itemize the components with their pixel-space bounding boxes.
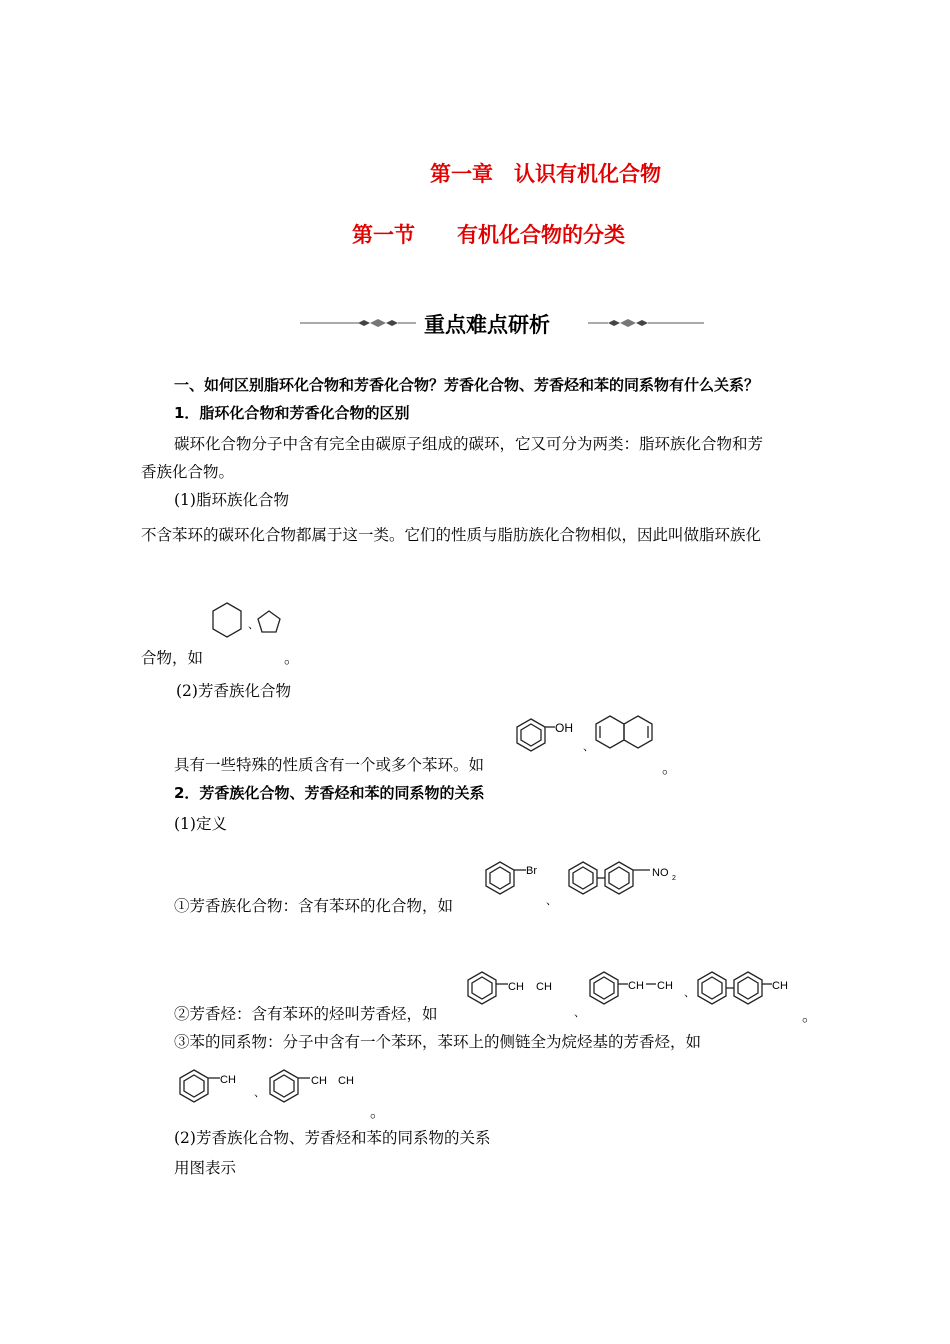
svg-text:CH: CH bbox=[536, 981, 552, 993]
definition-2-end: 。 bbox=[802, 1007, 818, 1025]
cyclohexane-ring bbox=[213, 603, 241, 637]
definition-1: ①芳香族化合物：含有苯环的化合物，如 bbox=[174, 897, 454, 915]
ch3-label: CH bbox=[772, 980, 788, 992]
definition-2: ②芳香烃：含有苯环的烃叫芳香烃，如 bbox=[174, 1005, 438, 1023]
ch2ch3-label: CH bbox=[508, 981, 524, 993]
subheading-1: 1．脂环化合物和芳香化合物的区别 bbox=[174, 404, 410, 422]
no2-label: NO bbox=[652, 867, 669, 879]
alicyclic-heading: (1)脂环族化合物 bbox=[174, 491, 289, 509]
relation-note: 用图表示 bbox=[174, 1159, 237, 1177]
svg-text:、: 、 bbox=[684, 987, 695, 999]
diamond-icon bbox=[620, 319, 636, 327]
svg-text:、: 、 bbox=[546, 895, 557, 907]
paragraph-line: 碳环化合物分子中含有完全由碳原子组成的碳环，它又可分为两类：脂环族化合物和芳 bbox=[174, 435, 764, 453]
question-1: 一、如何区别脂环化合物和芳香化合物？芳香化合物、芳香烃和苯的同系物有什么关系？ bbox=[174, 376, 760, 394]
svg-text:、: 、 bbox=[254, 1087, 265, 1099]
subheading-2: 2．芳香族化合物、芳香烃和苯的同系物的关系 bbox=[174, 784, 485, 802]
aromatic-example-end: 。 bbox=[662, 759, 678, 777]
aromatic-heading: (2)芳香族化合物 bbox=[176, 682, 291, 700]
diamond-icon bbox=[608, 320, 620, 326]
aromatic-hydrocarbon-structures bbox=[462, 962, 812, 1020]
banner bbox=[298, 306, 708, 340]
cyclohexane-cyclopentane-structures bbox=[205, 598, 287, 646]
br-label: Br bbox=[526, 865, 537, 877]
definition-heading: (1)定义 bbox=[174, 815, 227, 833]
paragraph-line: 香族化合物。 bbox=[141, 463, 235, 481]
definition-3-end: 。 bbox=[370, 1103, 386, 1121]
section-title: 第一节 有机化合物的分类 bbox=[352, 223, 625, 247]
diamond-icon bbox=[386, 320, 398, 326]
svg-text:、: 、 bbox=[583, 741, 594, 753]
definition-3: ③苯的同系物：分子中含有一个苯环，苯环上的侧链全为烷烃基的芳香烃，如 bbox=[174, 1033, 702, 1051]
ch2ch3-label: CH bbox=[311, 1075, 327, 1087]
diamond-icon bbox=[636, 320, 648, 326]
benzene-homolog-structures bbox=[174, 1060, 374, 1116]
phenol-naphthalene-structures bbox=[505, 706, 665, 766]
alicyclic-description: 不含苯环的碳环化合物都属于这一类。它们的性质与脂肪族化合物相似，因此叫做脂环族化 bbox=[141, 526, 762, 544]
svg-text:、: 、 bbox=[574, 1007, 585, 1019]
ch-label: CH bbox=[628, 980, 644, 992]
aromatic-description: 具有一些特殊的性质含有一个或多个苯环。如 bbox=[174, 756, 485, 774]
cyclopentane-ring bbox=[258, 611, 280, 632]
svg-text:CH: CH bbox=[657, 980, 673, 992]
ch3-label: CH bbox=[220, 1074, 236, 1086]
oh-label: OH bbox=[555, 721, 573, 735]
svg-text:、: 、 bbox=[248, 619, 259, 631]
diamond-icon bbox=[370, 319, 386, 327]
bromobenzene-nitrobiphenyl-structures bbox=[480, 852, 690, 910]
svg-text:2: 2 bbox=[672, 875, 676, 882]
chapter-title: 第一章 认识有机化合物 bbox=[430, 162, 661, 186]
diamond-icon bbox=[358, 320, 370, 326]
banner-title: 重点难点研析 bbox=[424, 313, 550, 337]
svg-text:CH: CH bbox=[338, 1075, 354, 1087]
alicyclic-example-prefix: 合物，如 bbox=[141, 649, 204, 667]
relation-heading: (2)芳香族化合物、芳香烃和苯的同系物的关系 bbox=[174, 1129, 491, 1147]
alicyclic-example-end: 。 bbox=[284, 649, 300, 667]
